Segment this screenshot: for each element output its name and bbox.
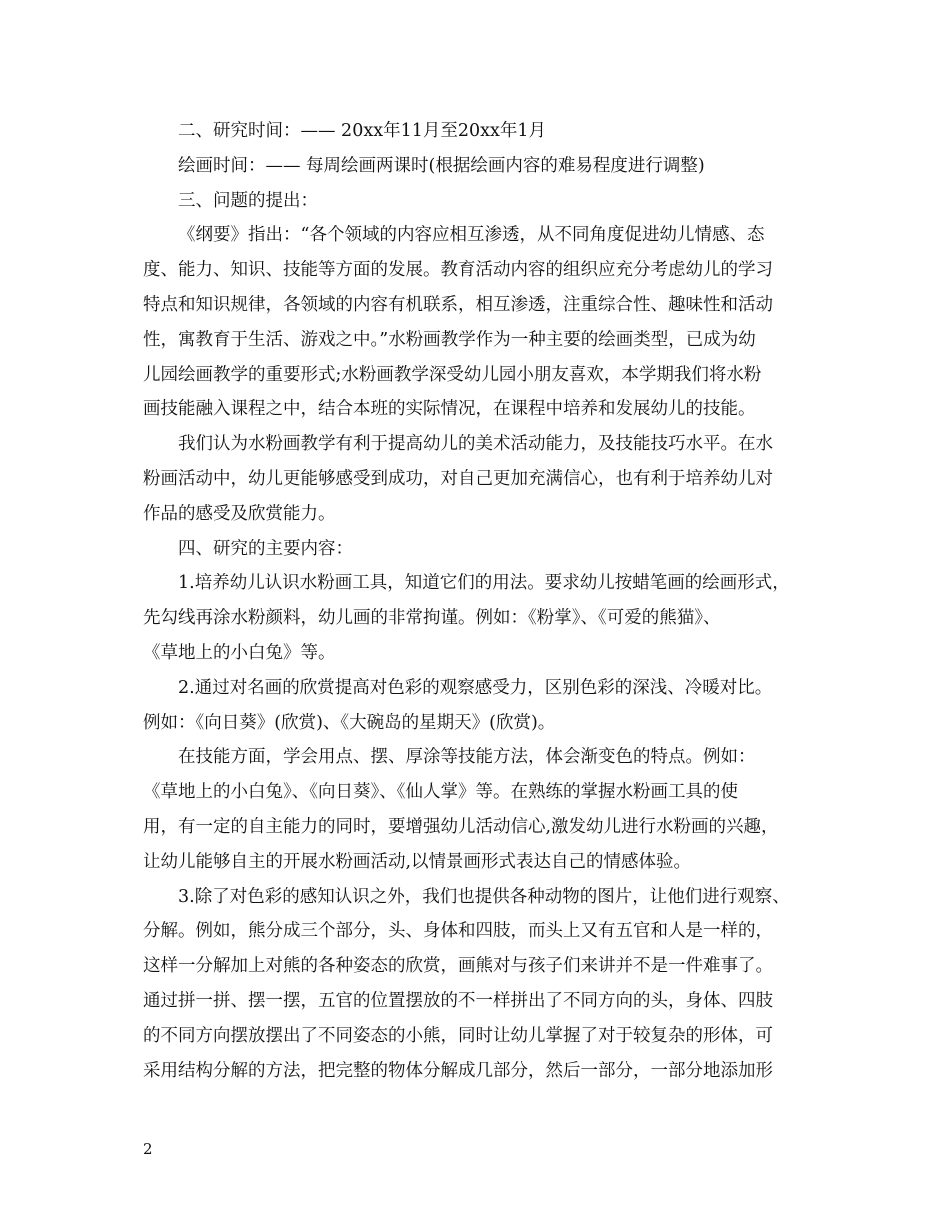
- text-line: 3.除了对色彩的感知认识之外，我们也提供各种动物的图片，让他们进行观察、: [178, 886, 790, 907]
- text-line: 《草地上的小白兔》等。: [143, 642, 336, 663]
- text-line: 特点和知识规律，各领域的内容有机联系，相互渗透，注重综合性、趣味性和活动: [143, 294, 773, 315]
- text-line: 绘画时间：—— 每周绘画两课时(根据绘画内容的难易程度进行调整): [178, 155, 705, 176]
- text-line: 2.通过对名画的欣赏提高对色彩的观察感受力，区别色彩的深浅、冷暖对比。: [178, 677, 773, 698]
- text-line: 《纲要》指出：“各个领域的内容应相互渗透，从不同角度促进幼儿情感、态: [178, 225, 765, 246]
- text-line: 我们认为水粉画教学有利于提高幼儿的美术活动能力，及技能技巧水平。在水: [178, 434, 773, 455]
- text-line: 采用结构分解的方法，把完整的物体分解成几部分，然后一部分，一部分地添加形: [143, 1060, 773, 1081]
- text-line: 三、问题的提出：: [178, 190, 318, 211]
- text-line: 1.培养幼儿认识水粉画工具，知道它们的用法。要求幼儿按蜡笔画的绘画形式，: [178, 573, 790, 594]
- page-number: 2: [143, 1140, 153, 1158]
- text-line: 用，有一定的自主能力的同时，要增强幼儿活动信心,激发幼儿进行水粉画的兴趣，: [143, 816, 779, 837]
- text-line: 分解。例如，熊分成三个部分，头、身体和四肢，而头上又有五官和人是一样的，: [143, 921, 773, 942]
- document-body: [143, 114, 813, 1088]
- text-line: 性，寓教育于生活、游戏之中。”水粉画教学作为一种主要的绘画类型，已成为幼: [143, 329, 756, 350]
- text-line: 画技能融入课程之中，结合本班的实际情况，在课程中培养和发展幼儿的技能。: [143, 399, 756, 420]
- text-line: 儿园绘画教学的重要形式;水粉画教学深受幼儿园小朋友喜欢，本学期我们将水粉: [143, 364, 762, 385]
- text-line: 《草地上的小白兔》、《向日葵》、《仙人掌》等。在熟练的掌握水粉画工具的使: [143, 782, 738, 803]
- text-line: 例如：《向日葵》(欣赏)、《大碗岛的星期天》(欣赏)。: [143, 712, 556, 733]
- text-line: 作品的感受及欣赏能力。: [143, 503, 336, 524]
- text-line: 四、研究的主要内容：: [178, 538, 353, 559]
- text-line: 让幼儿能够自主的开展水粉画活动,以情景画形式表达自己的情感体验。: [143, 851, 692, 872]
- text-line: 粉画活动中，幼儿更能够感受到成功，对自己更加充满信心，也有利于培养幼儿对: [143, 468, 773, 489]
- text-line: 二、研究时间：—— 20xx年11月至20xx年1月: [178, 121, 546, 141]
- text-line: 在技能方面，学会用点、摆、厚涂等技能方法，体会渐变色的特点。例如：: [178, 747, 756, 768]
- text-line: 度、能力、知识、技能等方面的发展。教育活动内容的组织应充分考虑幼儿的学习: [143, 260, 773, 281]
- text-line: 这样一分解加上对熊的各种姿态的欣赏，画熊对与孩子们来讲并不是一件难事了。: [143, 956, 773, 977]
- text-line: 通过拼一拼、摆一摆，五官的位置摆放的不一样拼出了不同方向的头，身体、四肢: [143, 990, 773, 1011]
- text-line: 的不同方向摆放摆出了不同姿态的小熊，同时让幼儿掌握了对于较复杂的形体，可: [143, 1025, 773, 1046]
- text-line: 先勾线再涂水粉颜料，幼儿画的非常拘谨。例如：《粉掌》、《可爱的熊猫》、: [143, 608, 721, 629]
